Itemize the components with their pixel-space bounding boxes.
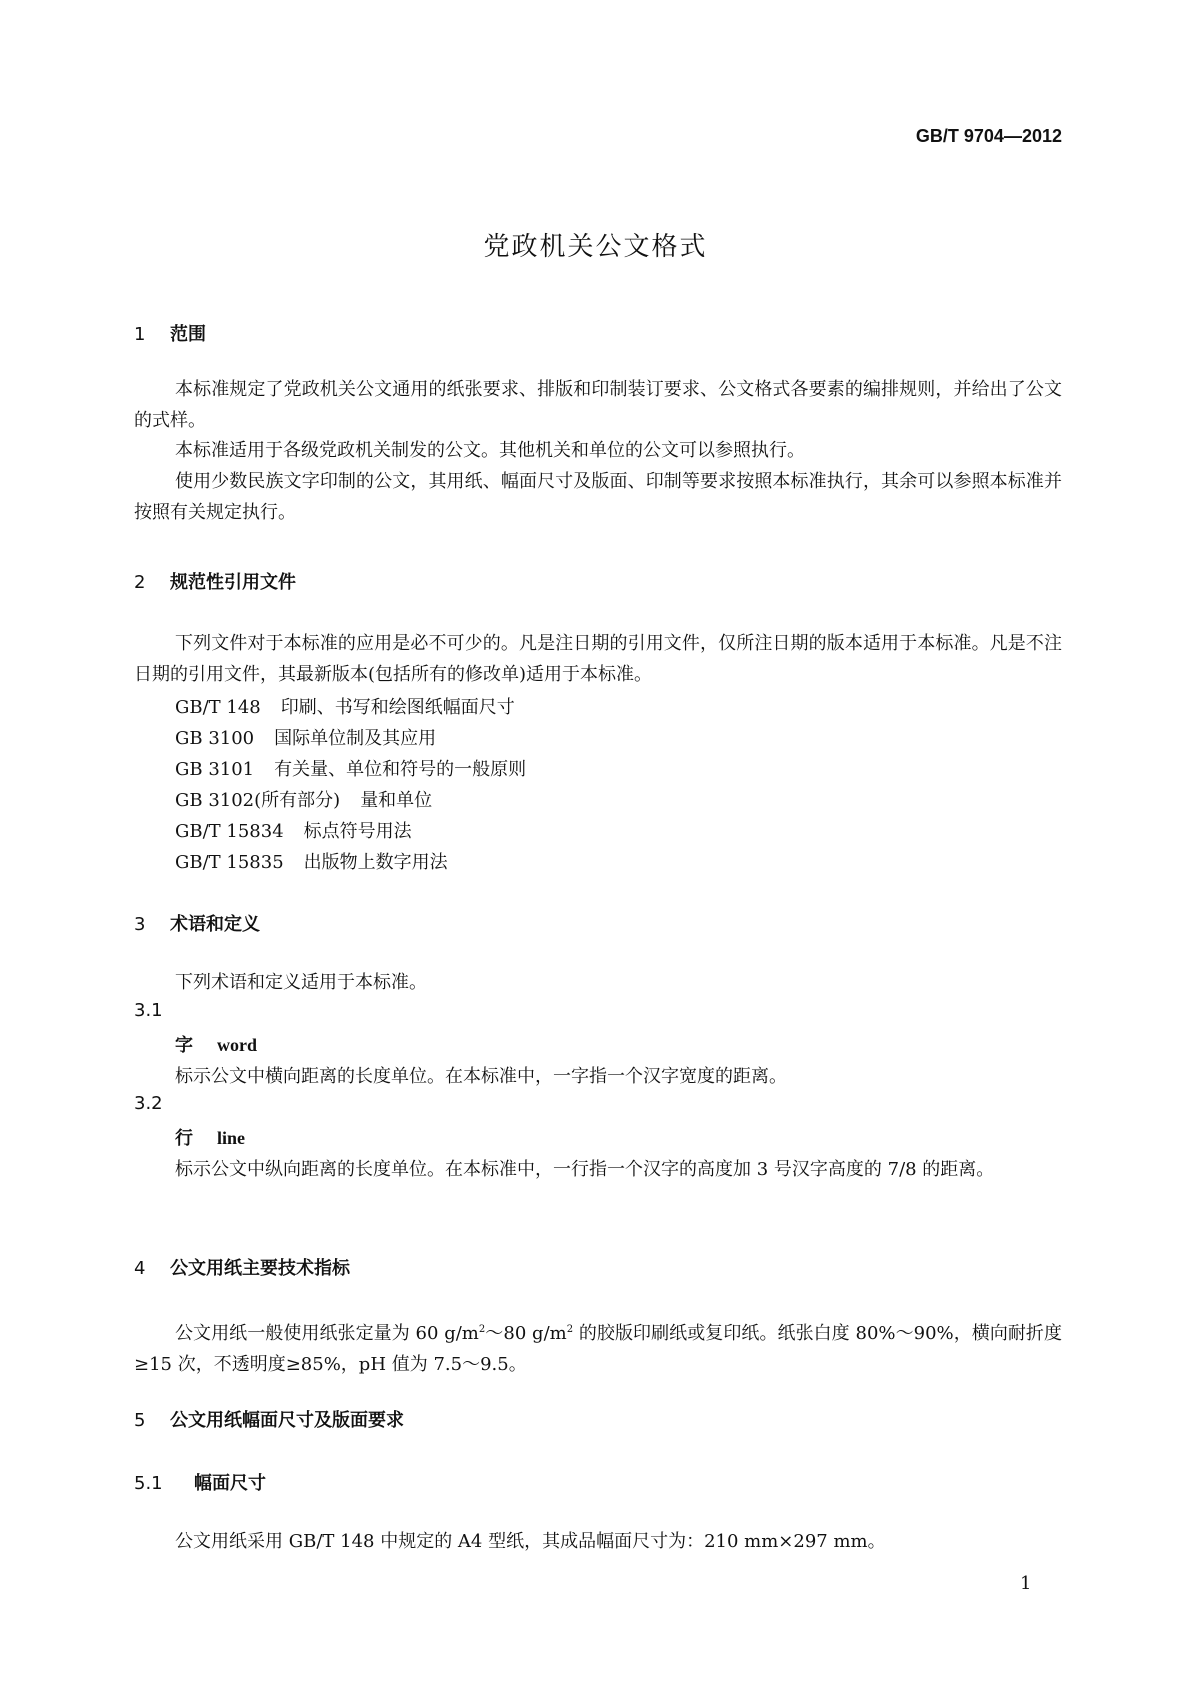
reference-name: 国际单位制及其应用 bbox=[274, 728, 437, 749]
standard-number: GB/T 9704—2012 bbox=[915, 126, 1062, 146]
term-definition: 标示公文中纵向距离的长度单位。在本标准中，一行指一个汉字的高度加 3 号汉字高度的 7/8 的距离。 bbox=[175, 1159, 995, 1180]
reference-code: GB 3101 bbox=[175, 759, 255, 780]
reference-item bbox=[175, 724, 436, 750]
term-number: 3.2 bbox=[134, 1093, 163, 1114]
section-2-paragraph-1: 下列文件对于本标准的应用是必不可少的。凡是注日期的引用文件，仅所注日期的版本适用于本标准。凡是不注日期的引用文件，其最新版本(包括所有的修改单)适用于本标准。 bbox=[134, 633, 1062, 685]
term-number: 3.1 bbox=[134, 1000, 163, 1021]
section-1-paragraph-3: 使用少数民族文字印制的公文，其用纸、幅面尺寸及版面、印制等要求按照本标准执行，其余可以参照本标准并按照有关规定执行。 bbox=[134, 471, 1062, 523]
page-number: 1 bbox=[1020, 1573, 1032, 1594]
section-4-paragraph-1: 公文用纸一般使用纸张定量为 60 $g/m^2\sim 80$ $g/m^2$ 的胶版印刷纸或复印纸。纸张白度 80%～90%，横向耐折度≥15 次，不透明度≥85%，pH 值为 7.5～9.5。 bbox=[134, 1323, 1062, 1375]
section-number: 1 bbox=[134, 324, 146, 345]
reference-code: GB/T 15835 bbox=[175, 852, 284, 873]
section-number: 3 bbox=[134, 914, 146, 935]
reference-name: 出版物上数字用法 bbox=[303, 852, 448, 873]
reference-name: 印刷、书写和绘图纸幅面尺寸 bbox=[280, 697, 515, 718]
section-number: 4 bbox=[134, 1258, 146, 1279]
reference-item bbox=[175, 693, 515, 719]
reference-name: 量和单位 bbox=[360, 790, 433, 811]
section-1-paragraph-1: 本标准规定了党政机关公文通用的纸张要求、排版和印制装订要求、公文格式各要素的编排规则，并给出了公文的式样。 bbox=[134, 379, 1062, 431]
section-title: 公文用纸幅面尺寸及版面要求 bbox=[170, 1410, 404, 1431]
term-definition: 标示公文中横向距离的长度单位。在本标准中，一字指一个汉字宽度的距离。 bbox=[175, 1066, 787, 1087]
reference-item bbox=[175, 755, 526, 781]
section-3-heading bbox=[134, 910, 260, 936]
section-2-heading bbox=[134, 568, 296, 594]
term-english: word bbox=[217, 1035, 257, 1055]
reference-name: 有关量、单位和符号的一般原则 bbox=[274, 759, 527, 780]
page-title: 党政机关公文格式 bbox=[483, 232, 708, 262]
reference-item bbox=[175, 848, 448, 874]
section-title: 公文用纸主要技术指标 bbox=[170, 1258, 350, 1279]
reference-code: GB/T 15834 bbox=[175, 821, 284, 842]
section-3-intro: 下列术语和定义适用于本标准。 bbox=[175, 972, 427, 993]
section-title: 术语和定义 bbox=[170, 914, 260, 935]
term-heading bbox=[175, 1124, 245, 1150]
reference-code: GB 3100 bbox=[175, 728, 255, 749]
term-chinese: 行 bbox=[175, 1128, 193, 1149]
reference-name: 标点符号用法 bbox=[303, 821, 412, 842]
reference-code: GB 3102(所有部分) bbox=[175, 790, 341, 811]
section-5-heading bbox=[134, 1406, 404, 1432]
section-1-heading bbox=[134, 320, 206, 346]
subsection-5-1-heading bbox=[134, 1469, 266, 1495]
subsection-number: 5.1 bbox=[134, 1473, 163, 1494]
term-chinese: 字 bbox=[175, 1035, 193, 1056]
reference-item bbox=[175, 786, 432, 812]
section-4-heading bbox=[134, 1254, 350, 1280]
reference-item bbox=[175, 817, 412, 843]
section-title: 范围 bbox=[170, 324, 206, 345]
subsection-5-1-paragraph: 公文用纸采用 GB/T 148 中规定的 A4 型纸，其成品幅面尺寸为：210 mm×297 mm。 bbox=[175, 1531, 886, 1552]
section-number: 2 bbox=[134, 572, 146, 593]
term-english: line bbox=[217, 1128, 246, 1148]
section-1-paragraph-2: 本标准适用于各级党政机关制发的公文。其他机关和单位的公文可以参照执行。 bbox=[175, 440, 805, 461]
term-heading bbox=[175, 1031, 257, 1057]
section-title: 规范性引用文件 bbox=[170, 572, 296, 593]
subsection-title: 幅面尺寸 bbox=[194, 1473, 266, 1494]
section-number: 5 bbox=[134, 1410, 146, 1431]
reference-code: GB/T 148 bbox=[175, 697, 261, 718]
